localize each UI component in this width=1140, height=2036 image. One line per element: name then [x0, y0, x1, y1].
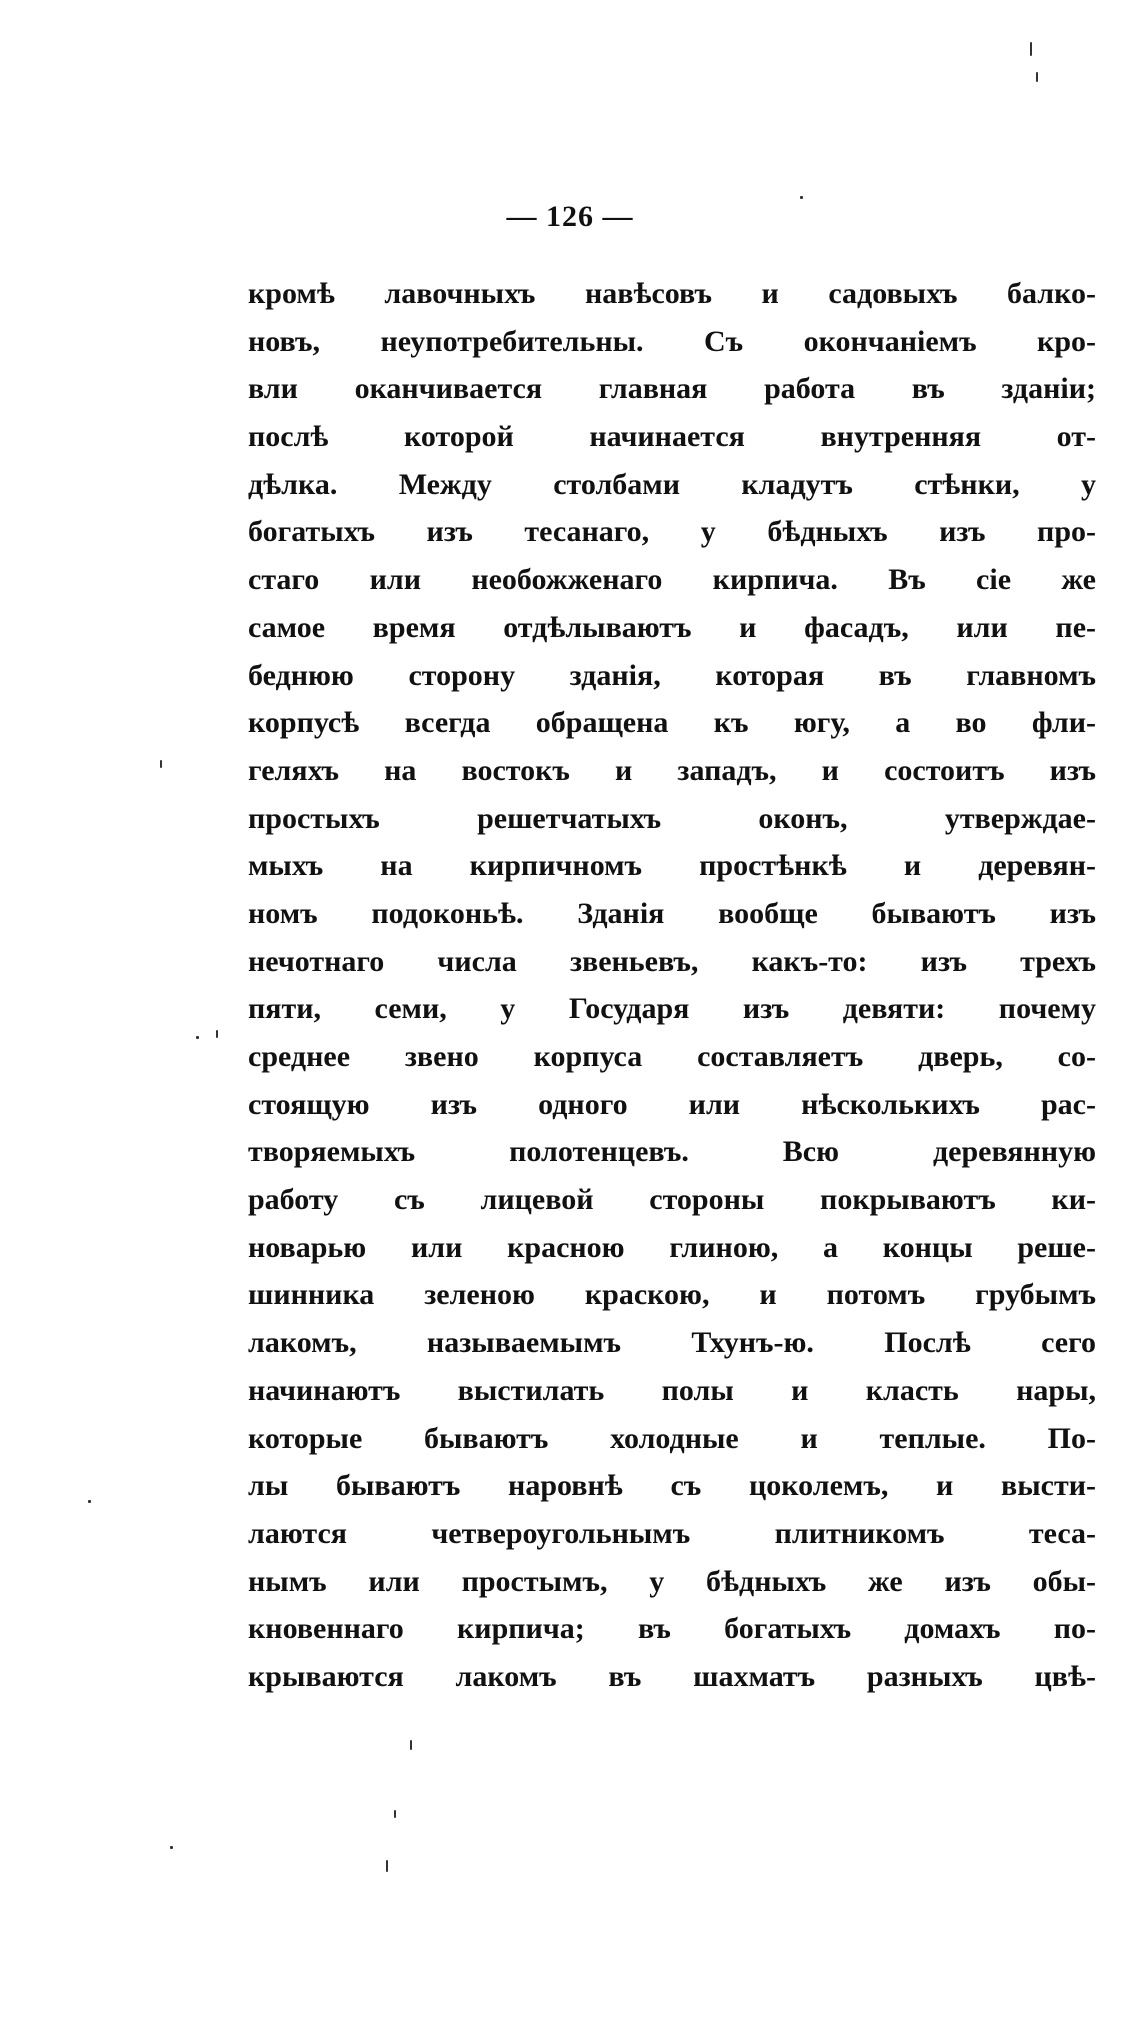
text-line: самое время отдѣлываютъ и фасадъ, или пе- — [248, 610, 1096, 644]
text-line: геляхъ на востокъ и западъ, и состоитъ изъ — [248, 753, 1096, 787]
text-line: простыхъ решетчатыхъ оконъ, утверждае- — [248, 801, 1096, 835]
text-line: мыхъ на кирпичномъ простѣнкѣ и деревян- — [248, 849, 1096, 883]
scan-speck — [88, 1500, 91, 1503]
text-line: лакомъ, называемымъ Тхунъ-ю. Послѣ сего — [248, 1326, 1096, 1360]
scan-speck — [1036, 72, 1038, 82]
text-line: нымъ или простымъ, у бѣдныхъ же изъ обы- — [248, 1564, 1096, 1598]
text-line: среднее звено корпуса составляетъ дверь, со- — [248, 1040, 1096, 1073]
text-line: беднюю сторону зданiя, которая въ главномъ — [248, 658, 1096, 692]
text-line: которые бываютъ холодные и теплые. По- — [248, 1421, 1096, 1455]
text-line: стоящую изъ одного или нѣсколькихъ рас- — [248, 1087, 1096, 1121]
text-line: шинника зеленою краскою, и потомъ грубымъ — [248, 1278, 1096, 1312]
scan-speck — [410, 1740, 412, 1750]
text-line: богатыхъ изъ тесанаго, у бѣдныхъ изъ про- — [248, 515, 1096, 549]
text-line: кромѣ лавочныхъ навѣсовъ и садовыхъ балко- — [248, 277, 1096, 310]
text-line: лы бываютъ наровнѣ съ цоколемъ, и высти- — [248, 1469, 1096, 1503]
scan-speck — [170, 1846, 173, 1849]
text-line: дѣлка. Между столбами кладутъ стѣнки, у — [248, 467, 1096, 501]
scan-speck — [196, 1036, 199, 1039]
text-line: лаются четвероугольнымъ плитникомъ теса- — [248, 1516, 1096, 1550]
text-line: начинаютъ выстилать полы и класть нары, — [248, 1373, 1096, 1407]
scan-speck — [386, 1860, 388, 1872]
text-line: вли оканчивается главная работа въ зданiи; — [248, 372, 1096, 406]
scan-speck — [800, 196, 803, 199]
text-line: стаго или необожженаго кирпича. Въ сiе же — [248, 563, 1096, 597]
text-line: работу съ лицевой стороны покрываютъ ки- — [248, 1183, 1096, 1217]
text-line: кновеннаго кирпича; въ богатыхъ домахъ по- — [248, 1612, 1096, 1646]
body-text — [248, 270, 1096, 1701]
text-line: послѣ которой начинается внутренняя от- — [248, 420, 1096, 454]
text-line: новъ, неупотребительны. Съ окончанiемъ кро- — [248, 324, 1096, 358]
scan-speck — [394, 1810, 396, 1818]
text-line: корпусѣ всегда обращена къ югу, а во фли- — [248, 706, 1096, 740]
scan-speck — [160, 760, 162, 768]
scan-speck — [216, 1030, 218, 1038]
text-line: новарью или красною глиною, а концы реше- — [248, 1230, 1096, 1264]
text-line: номъ подоконьѣ. Зданiя вообще бываютъ изъ — [248, 896, 1096, 930]
text-line: пяти, семи, у Государя изъ девяти: почему — [248, 992, 1096, 1026]
text-line: крываются лакомъ въ шахматъ разныхъ цвѣ- — [248, 1659, 1096, 1693]
page-number: — 126 — — [506, 200, 634, 233]
text-line: нечотнаго числа звеньевъ, какъ-то: изъ трехъ — [248, 944, 1096, 978]
scan-speck — [1030, 42, 1032, 56]
text-line: творяемыхъ полотенцевъ. Всю деревянную — [248, 1135, 1096, 1169]
